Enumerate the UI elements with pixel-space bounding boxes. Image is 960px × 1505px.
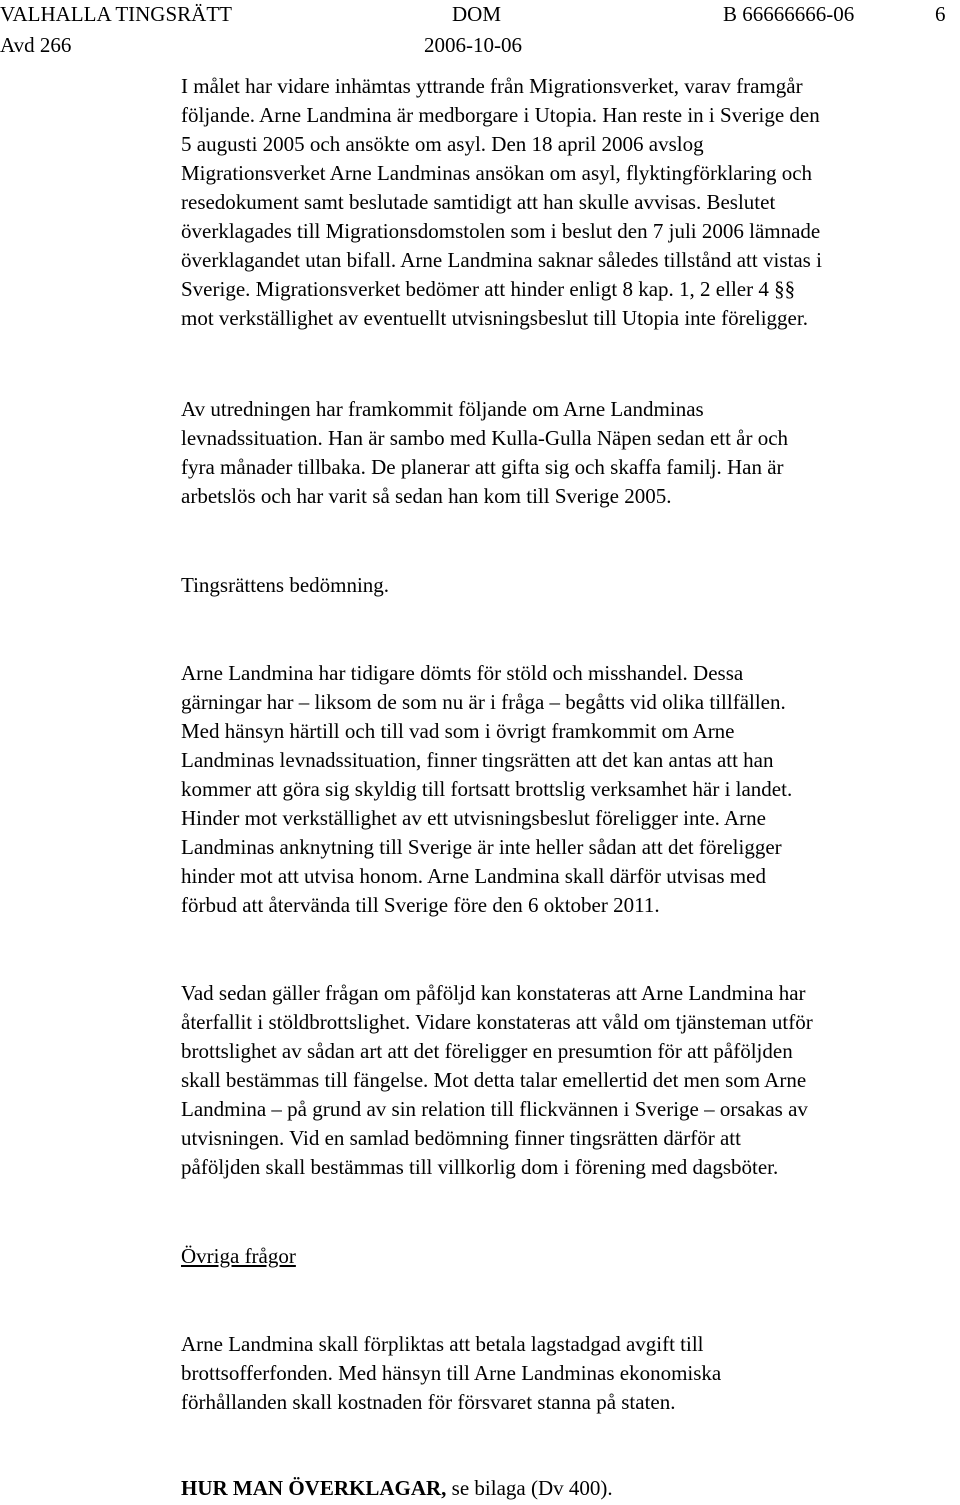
document-date: 2006-10-06: [424, 33, 522, 57]
paragraph-assessment: Arne Landmina har tidigare dömts för stöld och misshandel. Dessa gärningar har – liksom de som nu är i fråga – begåtts vid olika tillfällen. Med hänsyn härtill och till vad som i övrigt framkommit om Arne Landminas levnadssituation, finner tingsrätten att det kan antas att han kommer att göra sig skyldig till fortsatt brottslig verksamhet här i landet. Hinder mot verkställighet av ett utvisningsbeslut föreligger inte. Arne Landminas anknytning till Sverige är inte heller sådan att det föreligger hinder mot att utvisa honom. Arne Landmina skall därför utvisas med förbud att återvända till Sverige före den 6 oktober 2011.: [181, 661, 793, 917]
department: Avd 266: [0, 33, 72, 57]
paragraph-sanction: Vad sedan gäller frågan om påföljd kan konstateras att Arne Landmina har återfallit i stöldbrottslighet. Vidare konstateras att våld om tjänsteman utför brottslighet av sådan art att det föreligger en presumtion för att påföljden skall bestämmas till fängelse. Mot detta talar emellertid det men som Arne Landmina – på grund av sin relation till flickvännen i Sverige – orsakas av utvisningen. Vid en samlad bedömning finner tingsrätten därför att påföljden skall bestämmas till villkorlig dom i förening med dagsböter.: [181, 981, 813, 1179]
paragraph-living-situation: Av utredningen har framkommit följande om Arne Landminas levnadssituation. Han är sambo med Kulla-Gulla Näpen sedan ett år och fyra månader tillbaka. De planerar att gifta sig och skaffa familj. Han är arbetslös och har varit så sedan han kom till Sverige 2005.: [181, 397, 789, 508]
court-name: VALHALLA TINGSRÄTT: [0, 2, 232, 26]
appeal-heading: HUR MAN ÖVERKLAGAR,: [181, 1476, 447, 1500]
case-number: B 66666666-06: [723, 2, 855, 26]
appeal-reference: se bilaga (Dv 400).: [446, 1476, 613, 1500]
section-heading-other-questions: Övriga frågor: [181, 1244, 296, 1268]
document-type: DOM: [452, 2, 502, 26]
paragraph-other-questions: Arne Landmina skall förpliktas att betala lagstadgad avgift till brottsofferfonden. Med hänsyn till Arne Landminas ekonomiska förhållanden skall kostnaden för försvaret stanna på staten.: [181, 1332, 722, 1414]
paragraph-migration: I målet har vidare inhämtas yttrande från Migrationsverket, varav framgår följande. Arne Landmina är medborgare i Utopia. Han reste in i Sverige den 5 augusti 2005 och ansökte om asyl. Den 18 april 2006 avslog Migrationsverket Arne Landminas ansökan om asyl, flyktingförklaring och resedokument samt beslutade samtidigt att han skulle avvisas. Beslutet överklagades till Migrationsdomstolen som i beslut den 7 juli 2006 lämnade överklagandet utan bifall. Arne Landmina saknar således tillstånd att vistas i Sverige. Migrationsverket bedömer att hinder enligt 8 kap. 1, 2 eller 4 §§ mot verkställighet av eventuellt utvisningsbeslut till Utopia inte föreligger.: [181, 74, 822, 330]
appeal-instruction: [181, 1474, 956, 1503]
page-number: 6: [935, 2, 946, 26]
assessment-heading: Tingsrättens bedömning.: [181, 573, 390, 597]
